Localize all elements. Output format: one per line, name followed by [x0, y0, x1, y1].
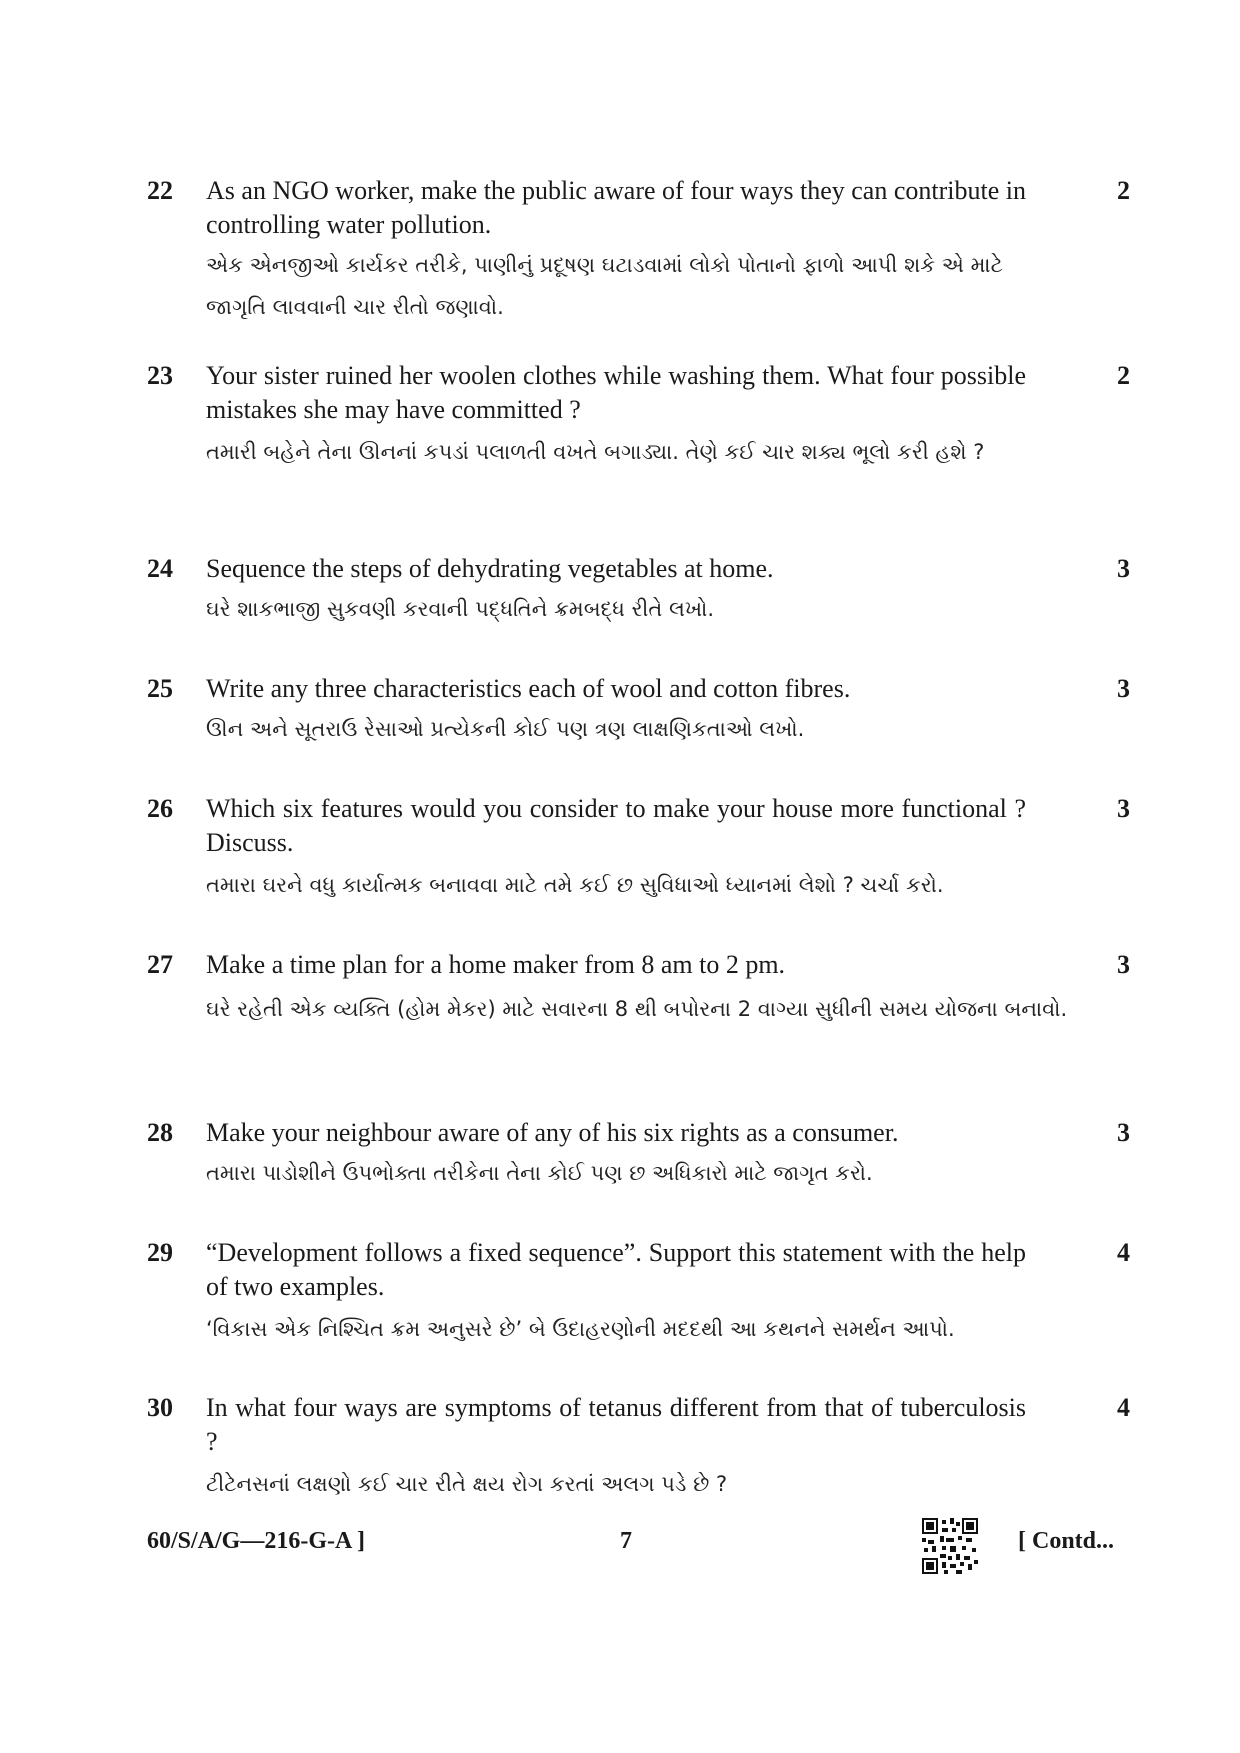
question-gujarati: ‘વિકાસ એક નિશ્ચિત ક્રમ અનુસરે છે’ બે ઉદાહરણોની મદદથી આ કથનને સમર્થન આપો.	[206, 1317, 955, 1341]
question-gujarati: ઘરે રહેતી એક વ્યક્તિ (હોમ મેકર) માટે સવારના 8 થી બપોરના 2 વાગ્યા સુધીની સમય યોજના બનાવો.	[206, 997, 1068, 1021]
question-number: 23	[147, 361, 173, 390]
question-marks: 3	[1117, 794, 1130, 823]
question-english: Which six features would you consider to make your house more functional ? Discuss.	[206, 794, 1026, 857]
question-number: 22	[147, 176, 173, 205]
question-gujarati: તમારી બહેને તેના ઊનનાં કપડાં પલાળતી વખતે બગાડ્યા. તેણે કઈ ચાર શક્ય ભૂલો કરી હશે ?	[206, 440, 985, 464]
question-english: In what four ways are symptoms of tetanus different from that of tuberculosis ?	[206, 1393, 1026, 1456]
question-number: 29	[147, 1238, 173, 1267]
question-marks: 3	[1117, 1118, 1130, 1147]
question-number: 27	[147, 950, 173, 979]
question-gujarati: તમારા પાડોશીને ઉપભોક્તા તરીકેના તેના કોઈ પણ છ અધિકારો માટે જાગૃત કરો.	[206, 1161, 873, 1185]
question-english: Write any three characteristics each of wool and cotton fibres.	[206, 674, 851, 703]
question-marks: 4	[1117, 1238, 1130, 1267]
question-number: 28	[147, 1118, 173, 1147]
question-english: “Development follows a fixed sequence”. Support this statement with the help of two examples.	[206, 1238, 1026, 1301]
paper-code: 60/S/A/G—216-G-A ]	[147, 1528, 366, 1554]
question-english: As an NGO worker, make the public aware of four ways they can contribute in controlling water pollution.	[206, 176, 1026, 239]
question-marks: 3	[1117, 950, 1130, 979]
question-gujarati: ઘરે શાકભાજી સુકવણી કરવાની પદ્ધતિને ક્રમબદ્ધ રીતે લખો.	[206, 597, 715, 621]
question-marks: 4	[1117, 1393, 1130, 1422]
question-gujarati: એક એનજીઓ કાર્યકર તરીકે, પાણીનું પ્રદૂષણ ઘટાડવામાં લોકો પોતાનો ફાળો આપી શકે એ માટે જાગૃતિ લાવવાની ચાર રીતો જણાવો.	[206, 253, 1003, 319]
question-english: Sequence the steps of dehydrating vegetables at home.	[206, 554, 774, 583]
question-english: Make a time plan for a home maker from 8 am to 2 pm.	[206, 950, 786, 979]
question-english: Your sister ruined her woolen clothes while washing them. What four possible mistakes she may have committed ?	[206, 361, 1026, 424]
question-gujarati: ઊન અને સૂતરાઉ રેસાઓ પ્રત્યેકની કોઈ પણ ત્રણ લાક્ષણિકતાઓ લખો.	[206, 717, 805, 741]
qr-code-icon	[922, 1518, 978, 1574]
question-marks: 3	[1117, 554, 1130, 583]
question-number: 25	[147, 674, 173, 703]
question-number: 30	[147, 1393, 173, 1422]
question-marks: 2	[1117, 176, 1130, 205]
question-gujarati: તમારા ઘરને વધુ કાર્યાત્મક બનાવવા માટે તમે કઈ છ સુવિધાઓ ધ્યાનમાં લેશો ? ચર્ચા કરો.	[206, 873, 944, 897]
question-number: 26	[147, 794, 173, 823]
question-gujarati: ટીટેનસનાં લક્ષણો કઈ ચાર રીતે ક્ષય રોગ કરતાં અલગ પડે છે ?	[206, 1472, 728, 1496]
page-number: 7	[620, 1528, 632, 1554]
continued-label: [ Contd...	[1018, 1528, 1115, 1554]
question-number: 24	[147, 554, 173, 583]
question-marks: 2	[1117, 361, 1130, 390]
question-marks: 3	[1117, 674, 1130, 703]
question-english: Make your neighbour aware of any of his six rights as a consumer.	[206, 1118, 899, 1147]
